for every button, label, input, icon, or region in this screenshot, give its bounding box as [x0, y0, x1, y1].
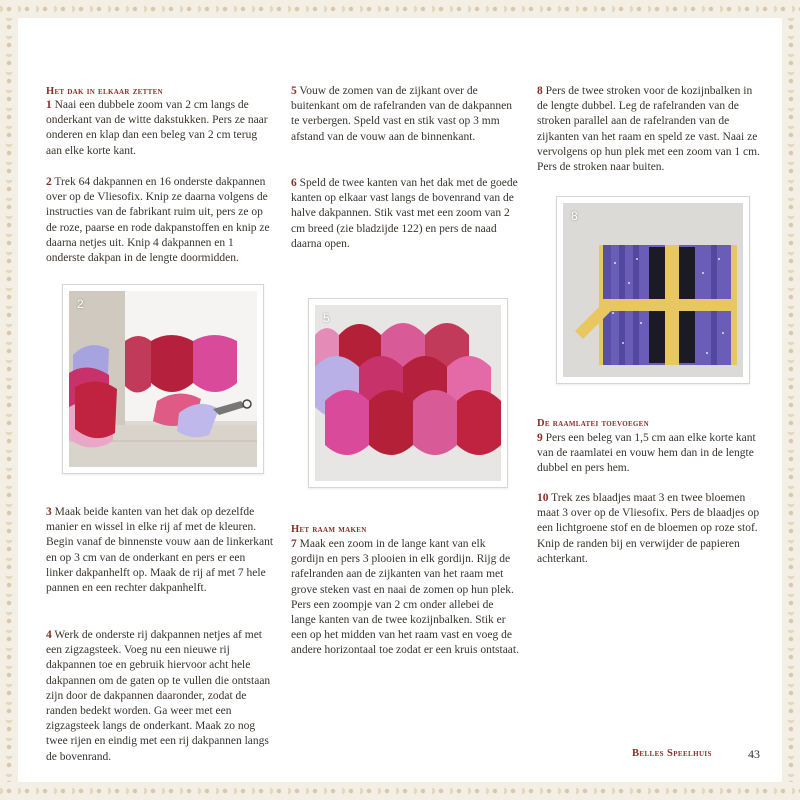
step-number: 3 [46, 506, 52, 518]
step-text: Maak beide kanten van het dak op dezelfde manier en wissel in elke rij af met de kleuren. Begin vanaf de binnenste vouw aan de linkerkant en op 3 cm van de onderkant en pers er een linker dakpanhelft op. Maak de rij af met 7 hele pannen en een rechter dakpanhelft. [46, 506, 274, 595]
step-text: Maak een zoom in de lange kant van elk gordijn en pers 3 plooien in elk gordijn. Rijg de rafelranden aan de zijkanten van het raam met grove steken vast en naai de zomen op hun plek. Pers een zoompje van 2 cm onder allebei de lange kanten van de twee kozijnbalken. Stik er een op het midden van het raam vast en voeg de andere horizontaal toe zodat er een kruis ontstaat. [291, 538, 519, 657]
step-text: Werk de onderste rij dakpannen netjes af met een zigzagsteek. Voeg nu een nieuwe rij dakpannen toe en gebruik hiervoor acht hele dakpannen om de gaten op te vullen die ontstaan zijn door de dakpannen daaronder, zodat de randen bedekt worden. Ga weer met een zigzagsteek langs de onderkant. Maak zo nog twee rijen en eindig met een rij dakpannen langs de bovenrand. [46, 629, 271, 763]
step-5 [291, 84, 519, 145]
roof-tiles-completed-image [315, 305, 501, 481]
step-2 [46, 175, 274, 266]
step-number: 9 [537, 432, 543, 444]
heading-raam-maken: Het raam maken [291, 524, 367, 535]
step-4 [46, 628, 274, 765]
step-text: Pers de twee stroken voor de kozijnbalken in de lengte dubbel. Leg de rafelranden van de stroken parallel aan de rafelranden van de zijkanten van het raam en speld ze vast. Naai ze vervolgens op hun plek met een zoom van 1 cm. Pers de stroken naar buiten. [537, 85, 760, 174]
step-number: 5 [291, 85, 297, 97]
photo-step-8 [556, 196, 750, 384]
step-3 [46, 505, 274, 596]
step-number: 8 [537, 85, 543, 97]
step-8 [537, 84, 765, 175]
step-number: 6 [291, 177, 297, 189]
page-number: 43 [748, 747, 760, 761]
step-text: Trek 64 dakpannen en 16 onderste dakpannen over op de Vliesofix. Knip ze daarna volgens de instructies van de fabrikant ruim uit, pers ze op de roze, paarse en rode dakpanstoffen en knip ze daarna netjes uit. Knip 4 dakpannen en 1 onderste dakpan in de lengte doormidden. [46, 176, 270, 265]
decorative-border-left [0, 18, 18, 782]
step-text: Vouw de zomen van de zijkant over de buitenkant om de rafelranden van de dakpannen te verbergen. Speld vast en stik vast op 3 mm afstand van de vouw aan de binnenkant. [291, 85, 512, 143]
step-number: 4 [46, 629, 52, 641]
step-text: Speld de twee kanten van het dak met de goede kanten op elkaar vast langs de bovenrand van de halve dakpannen. Stik vast met een zoom van 2 cm breed (zie bladzijde 122) en pers de naad daarna open. [291, 177, 518, 250]
step-number: 10 [537, 492, 549, 504]
step-text: Naai een dubbele zoom van 2 cm langs de onderkant van de witte dakstukken. Pers ze naar onderen en klap dan een beleg van 2 cm terug aan elke korte kant. [46, 99, 268, 157]
photo-number: 5 [323, 311, 330, 325]
roof-tiles-first-row-image [69, 291, 257, 467]
heading-dak-in-elkaar-zetten: Het dak in elkaar zetten [46, 86, 163, 97]
decorative-border-top [0, 0, 800, 18]
step-text: Trek zes blaadjes maat 3 en twee bloemen maat 3 over op de Vliesofix. Pers de blaadjes op een lichtgroene stof en de bloemen op roze stof. Knip de randen bij en verwijder de papieren achterkant. [537, 492, 760, 565]
step-10 [537, 491, 765, 567]
step-6 [291, 176, 519, 252]
step-number: 2 [46, 176, 52, 188]
photo-step-5 [308, 298, 508, 488]
step-1 [46, 98, 274, 159]
decorative-border-right [782, 18, 800, 782]
heading-raamlatei-toevoegen: De raamlatei toevoegen [537, 418, 649, 429]
window-frame-image [563, 203, 743, 377]
step-text: Pers een beleg van 1,5 cm aan elke korte kant van de raamlatei en vouw hem dan in de lengte dubbel en pers hem. [537, 432, 756, 475]
photo-number: 8 [571, 209, 578, 223]
decorative-border-bottom [0, 782, 800, 800]
photo-number: 2 [77, 297, 84, 311]
step-number: 7 [291, 538, 297, 550]
step-number: 1 [46, 99, 52, 111]
footer-book-title: Belles Speelhuis [632, 748, 712, 759]
photo-step-2 [62, 284, 264, 474]
step-9 [537, 431, 765, 477]
step-7 [291, 537, 519, 659]
